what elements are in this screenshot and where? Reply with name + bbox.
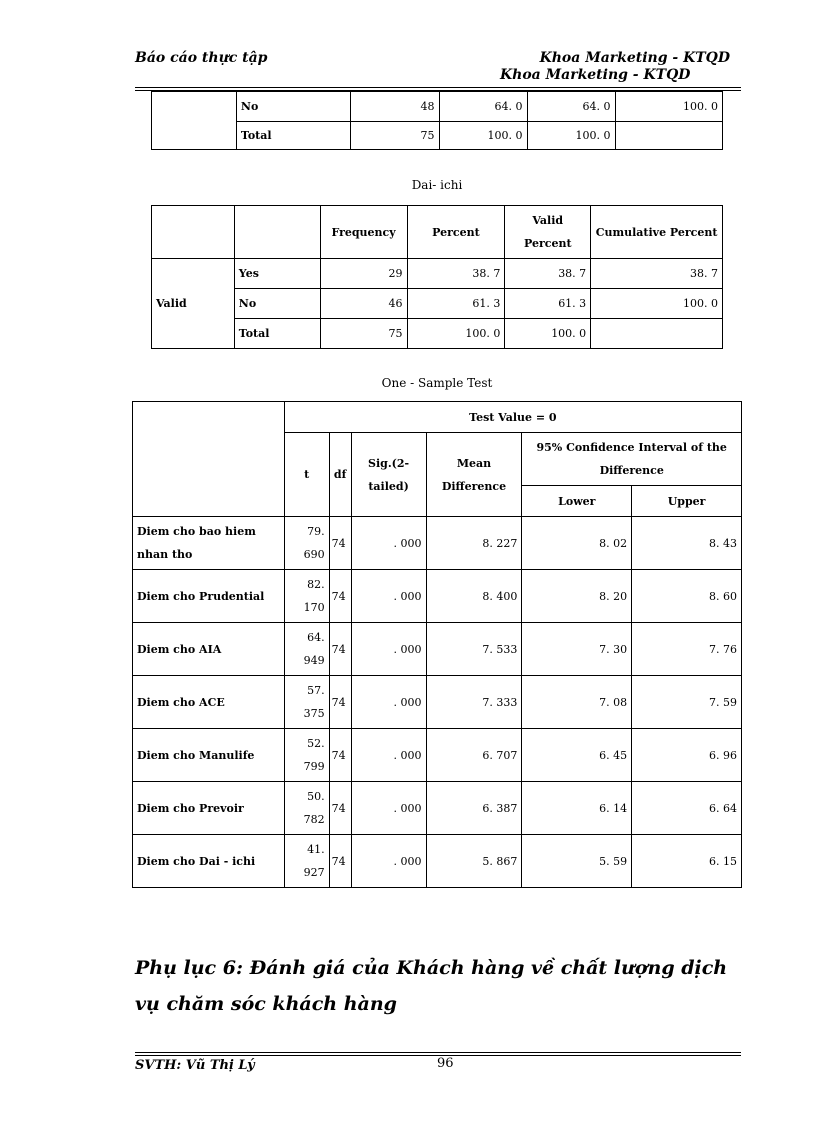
valid-percent-cell: 100. 0: [527, 122, 615, 150]
row-label: Total: [234, 319, 320, 349]
t-cell: 52. 799: [284, 729, 329, 782]
row-label: Yes: [234, 259, 320, 289]
table-row: [133, 782, 742, 835]
t-cell: 64. 949: [284, 623, 329, 676]
upper-cell: 6. 96: [632, 729, 742, 782]
mean-difference-cell: 7. 333: [426, 676, 522, 729]
lower-cell: 8. 20: [522, 570, 632, 623]
df-cell: 74: [329, 517, 351, 570]
df-cell: 74: [329, 570, 351, 623]
t-cell: 41. 927: [284, 835, 329, 888]
one-sample-test-table: [132, 401, 742, 888]
header-test-value: Test Value = 0: [284, 402, 741, 433]
upper-cell: 6. 64: [632, 782, 742, 835]
cumulative-percent-cell: 38. 7: [591, 259, 723, 289]
sig-cell: . 000: [351, 729, 426, 782]
row-label: Diem cho Dai - ichi: [133, 835, 285, 888]
footer-rule: [135, 1052, 741, 1053]
header-df: df: [329, 433, 351, 517]
sig-cell: . 000: [351, 835, 426, 888]
header-empty: [133, 402, 285, 517]
frequency-cell: 48: [350, 92, 439, 122]
table-row: [133, 676, 742, 729]
percent-cell: 61. 3: [407, 289, 505, 319]
header-faculty-repeat: Khoa Marketing - KTQD: [500, 67, 691, 83]
table-row: [133, 835, 742, 888]
upper-cell: 7. 76: [632, 623, 742, 676]
df-cell: 74: [329, 729, 351, 782]
table-header-row: [152, 206, 723, 259]
table-header-row: [133, 402, 742, 433]
appendix-heading: Phụ lục 6: Đánh giá của Khách hàng về chất lượng dịch vụ chăm sóc khách hàng: [135, 957, 728, 1015]
header-cumulative-percent: Cumulative Percent: [591, 206, 723, 259]
table-title-dai-ichi: Dai- ichi: [411, 178, 463, 192]
lower-cell: 7. 30: [522, 623, 632, 676]
header-upper: Upper: [632, 486, 742, 517]
valid-percent-cell: 100. 0: [505, 319, 591, 349]
cumulative-percent-cell: [615, 122, 722, 150]
lower-cell: 5. 59: [522, 835, 632, 888]
page-number: 96: [437, 1056, 454, 1071]
lower-cell: 6. 45: [522, 729, 632, 782]
row-label: Diem cho Prevoir: [133, 782, 285, 835]
header-confidence-interval: 95% Confidence Interval of the Difference: [522, 433, 742, 486]
frequency-table-dai-ichi: [151, 205, 723, 349]
lower-cell: 6. 14: [522, 782, 632, 835]
lower-cell: 8. 02: [522, 517, 632, 570]
header-percent: Percent: [407, 206, 505, 259]
sig-cell: . 000: [351, 517, 426, 570]
upper-cell: 6. 15: [632, 835, 742, 888]
sig-cell: . 000: [351, 782, 426, 835]
header-frequency: Frequency: [320, 206, 407, 259]
row-label: Diem cho AIA: [133, 623, 285, 676]
row-label: Diem cho ACE: [133, 676, 285, 729]
header-faculty: Khoa Marketing - KTQD: [539, 50, 730, 66]
table-row: [133, 570, 742, 623]
mean-difference-cell: 7. 533: [426, 623, 522, 676]
df-cell: 74: [329, 782, 351, 835]
valid-percent-cell: 38. 7: [505, 259, 591, 289]
table-row: [152, 319, 723, 349]
frequency-cell: 75: [320, 319, 407, 349]
percent-cell: 64. 0: [439, 92, 527, 122]
header-mean-difference: Mean Difference: [426, 433, 522, 517]
t-cell: 50. 782: [284, 782, 329, 835]
frequency-cell: 75: [350, 122, 439, 150]
row-label: Total: [236, 122, 350, 150]
row-label: Diem cho Manulife: [133, 729, 285, 782]
frequency-cell: 46: [320, 289, 407, 319]
table-row: [152, 92, 723, 122]
mean-difference-cell: 8. 227: [426, 517, 522, 570]
header-rule: [135, 87, 741, 88]
frequency-table-continued: [151, 91, 723, 150]
t-cell: 82. 170: [284, 570, 329, 623]
upper-cell: 8. 43: [632, 517, 742, 570]
table-row: [133, 517, 742, 570]
percent-cell: 38. 7: [407, 259, 505, 289]
header-valid-percent: Valid Percent: [505, 206, 591, 259]
header-empty: [152, 206, 235, 259]
cumulative-percent-cell: 100. 0: [615, 92, 722, 122]
mean-difference-cell: 6. 707: [426, 729, 522, 782]
header-lower: Lower: [522, 486, 632, 517]
table-title-one-sample-test: One - Sample Test: [381, 376, 493, 390]
header-empty: [234, 206, 320, 259]
cumulative-percent-cell: 100. 0: [591, 289, 723, 319]
table-row: [133, 623, 742, 676]
sig-cell: . 000: [351, 570, 426, 623]
upper-cell: 8. 60: [632, 570, 742, 623]
mean-difference-cell: 6. 387: [426, 782, 522, 835]
frequency-cell: 29: [320, 259, 407, 289]
lower-cell: 7. 08: [522, 676, 632, 729]
t-cell: 79. 690: [284, 517, 329, 570]
df-cell: 74: [329, 676, 351, 729]
header-t: t: [284, 433, 329, 517]
group-label-valid: Valid: [152, 259, 235, 349]
mean-difference-cell: 8. 400: [426, 570, 522, 623]
percent-cell: 100. 0: [439, 122, 527, 150]
valid-percent-cell: 64. 0: [527, 92, 615, 122]
sig-cell: . 000: [351, 676, 426, 729]
table-row: [133, 729, 742, 782]
table-row: [152, 259, 723, 289]
footer-author: SVTH: Vũ Thị Lý: [135, 1058, 255, 1073]
row-label: Diem cho bao hiem nhan tho: [133, 517, 285, 570]
df-cell: 74: [329, 623, 351, 676]
row-label: Diem cho Prudential: [133, 570, 285, 623]
df-cell: 74: [329, 835, 351, 888]
table-row: [152, 289, 723, 319]
header-report-title: Báo cáo thực tập: [135, 50, 268, 66]
mean-difference-cell: 5. 867: [426, 835, 522, 888]
row-label: No: [236, 92, 350, 122]
t-cell: 57. 375: [284, 676, 329, 729]
cumulative-percent-cell: [591, 319, 723, 349]
group-cell: [152, 92, 237, 150]
row-label: No: [234, 289, 320, 319]
percent-cell: 100. 0: [407, 319, 505, 349]
sig-cell: . 000: [351, 623, 426, 676]
upper-cell: 7. 59: [632, 676, 742, 729]
header-sig: Sig.(2-tailed): [351, 433, 426, 517]
table-row: [152, 122, 723, 150]
valid-percent-cell: 61. 3: [505, 289, 591, 319]
